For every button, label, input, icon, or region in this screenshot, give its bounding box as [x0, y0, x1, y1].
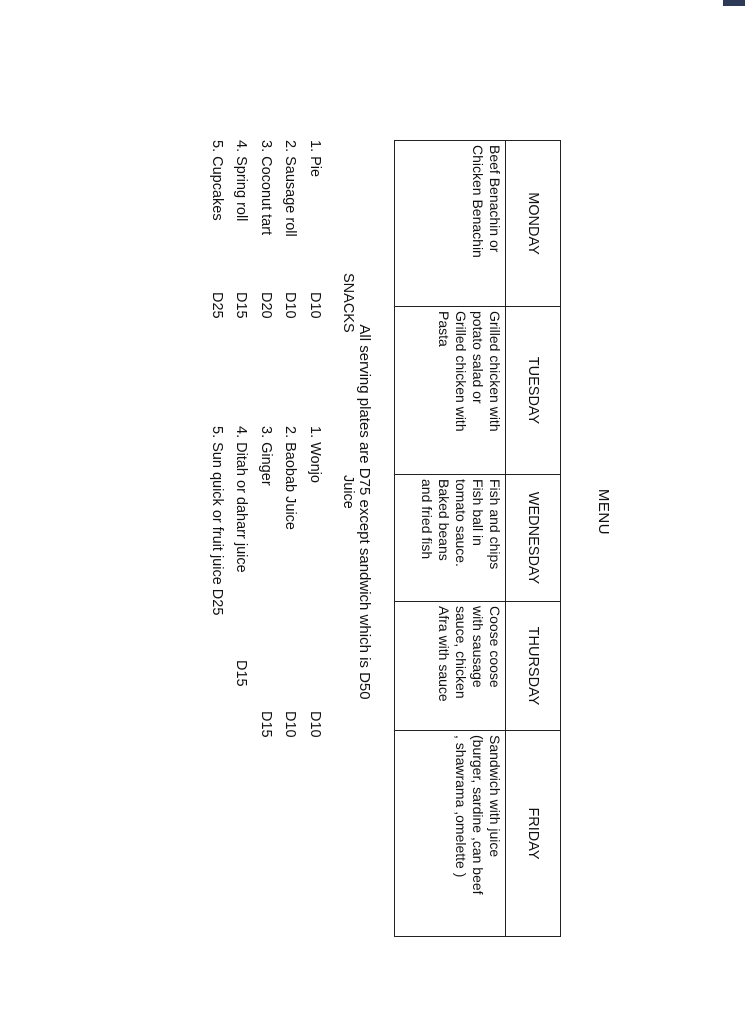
snack-price: D20: [258, 292, 274, 319]
list-item: [254, 426, 279, 738]
meal-line: with sausage: [470, 606, 486, 688]
snack-price: D15: [233, 292, 250, 319]
juice-price: D10: [282, 711, 299, 738]
snack-name: 1. Pie: [307, 140, 323, 178]
meal-line: Pasta: [436, 311, 452, 347]
serving-price-note: All serving plates are D75 except sandwich which is D50: [356, 324, 373, 700]
meal-line: Coose coose: [487, 606, 503, 688]
list-item: [303, 426, 328, 738]
day-wednesday: WEDNESDAY: [506, 475, 561, 602]
meal-line: , shawrama ,omelette ): [453, 735, 469, 878]
meal-thursday: [395, 602, 506, 731]
snack-name: 3. Coconut tart: [258, 140, 274, 236]
meal-friday: [395, 731, 506, 937]
day-friday: FRIDAY: [506, 731, 561, 937]
meal-line: Beef Benachin or: [487, 145, 503, 253]
juice-name: 5. Sun quick or fruit juice D25: [209, 426, 225, 616]
juice-name: 1. Wonjo: [307, 426, 323, 483]
snacks-heading: SNACKS: [340, 273, 356, 333]
meal-line: Grilled chicken with: [487, 311, 503, 432]
juice-list: [205, 426, 328, 738]
meal-line: Afra with sauce: [436, 606, 452, 702]
list-item: [278, 426, 303, 738]
day-tuesday: TUESDAY: [506, 307, 561, 475]
snack-price: D25: [209, 292, 225, 319]
page-title: MENU: [595, 488, 612, 536]
juice-price: D10: [307, 711, 323, 738]
meal-line: Baked beans: [436, 479, 452, 561]
meal-line: Fish and chips: [487, 479, 503, 570]
meal-monday: [395, 141, 506, 307]
juice-price: D15: [233, 660, 250, 687]
meal-line: Fish ball in: [470, 479, 486, 546]
meal-line: and fried fish: [419, 479, 435, 560]
meal-line: Sandwich with juice: [487, 735, 503, 858]
snack-price: D10: [307, 292, 323, 319]
meal-line: potato salad or: [470, 311, 486, 404]
day-monday: MONDAY: [506, 141, 561, 307]
meal-line: Chicken Benachin: [470, 145, 486, 258]
table-row: [395, 141, 506, 937]
day-thursday: THURSDAY: [506, 602, 561, 731]
meal-line: tomato sauce.: [453, 479, 469, 567]
juice-name: 4. Ditah or daharr juice: [233, 426, 250, 573]
juice-name: 2. Baobab Juice: [282, 426, 299, 530]
list-item: [229, 426, 254, 687]
juice-heading: Juice: [340, 475, 356, 509]
meal-line: sauce, chicken: [453, 606, 469, 699]
meal-tuesday: [395, 307, 506, 475]
snack-price: D10: [282, 292, 299, 319]
snack-name: 5. Cupcakes: [209, 140, 225, 221]
meal-line: Grilled chicken with: [453, 311, 469, 432]
meal-wednesday: [395, 475, 506, 602]
juice-name: 3. Ginger: [258, 426, 274, 486]
meal-line: (burger, sardine ,can beef: [470, 735, 486, 895]
table-header-row: [506, 141, 561, 937]
weekly-menu-table: [394, 140, 561, 937]
snack-name: 2. Sausage roll: [282, 140, 299, 237]
list-item: [205, 426, 230, 615]
snack-name: 4. Spring roll: [233, 140, 250, 222]
juice-price: D15: [258, 711, 274, 738]
